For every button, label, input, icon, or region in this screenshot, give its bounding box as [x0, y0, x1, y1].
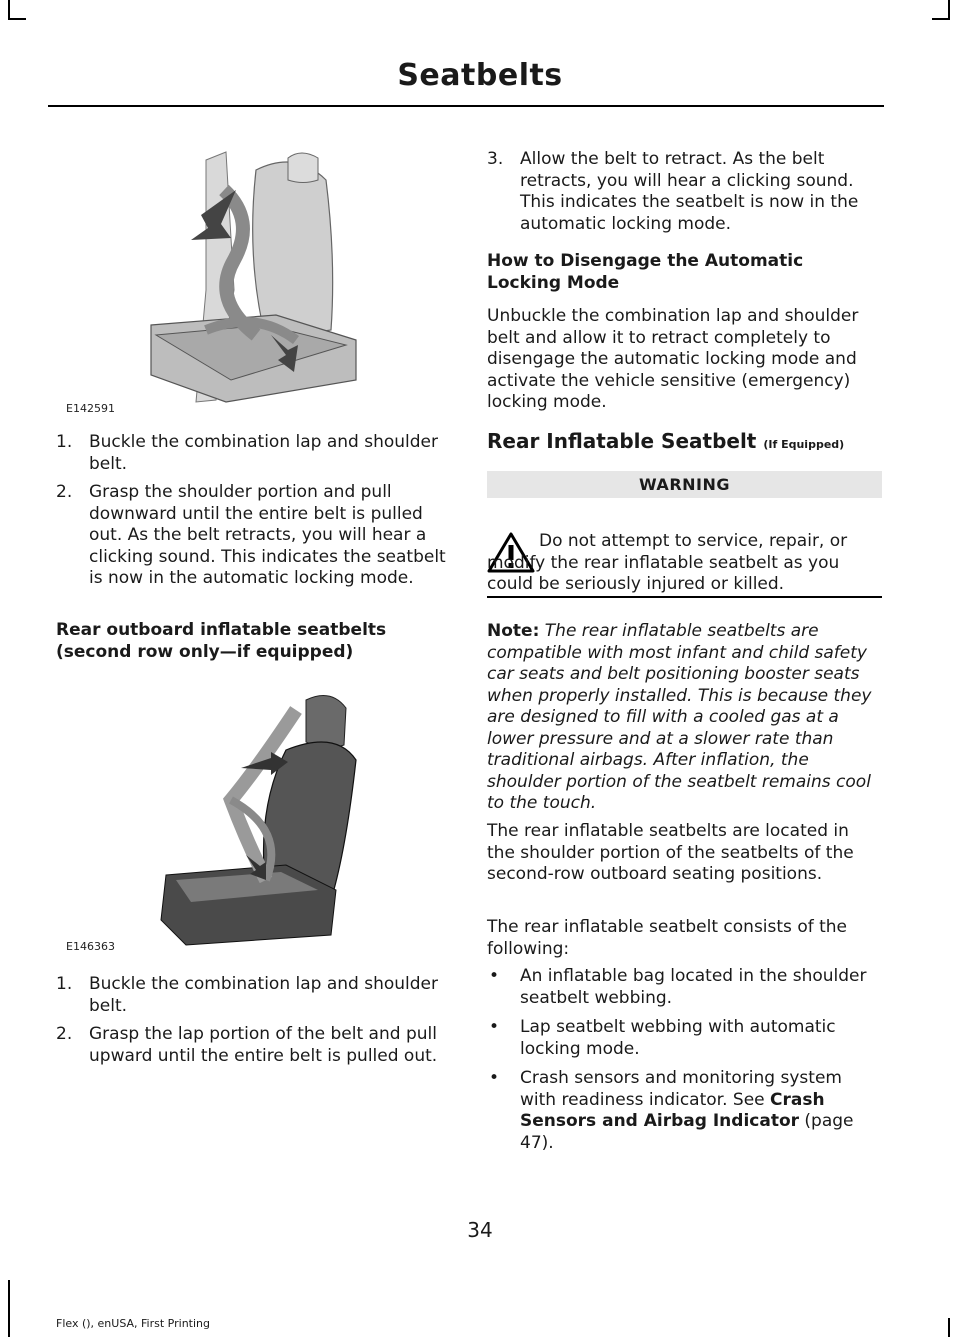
crop-mark: [8, 18, 26, 20]
paragraph: The rear inflatable seatbelt consists of the following:: [487, 917, 848, 959]
list-item: • Crash sensors and monitoring system with readiness indicator. See Crash Sensors and Airbag Indicator (page 47).: [489, 1068, 854, 1153]
section-qualifier: (If Equipped): [763, 438, 845, 451]
crop-mark: [8, 0, 10, 18]
steps-list-3: [487, 149, 882, 242]
figure-code: E146363: [66, 940, 115, 953]
crop-mark: [8, 1280, 10, 1337]
warning-divider: [487, 596, 882, 598]
crop-mark: [948, 0, 950, 18]
seat-illustration-2: [56, 690, 448, 955]
list-item: 2. Grasp the shoulder portion and pull downward until the entire belt is pulled out. As the belt retracts, you will hear a clicking sound. This indicates the seatbelt is now in the automatic locking mode.: [56, 482, 446, 588]
page-title: Seatbelts: [397, 58, 563, 93]
paragraph: The rear inflatable seatbelts are located in the shoulder portion of the seatbelts of the second-row outboard seating positions.: [487, 821, 854, 884]
cross-reference-link[interactable]: Crash Sensors and Airbag Indicator: [520, 1089, 825, 1131]
list-item: • Lap seatbelt webbing with automatic locking mode.: [489, 1017, 836, 1059]
figure-code: E142591: [66, 402, 115, 415]
steps-list-2: [56, 974, 448, 1074]
page-number: 34: [467, 1218, 493, 1242]
warning-text: Do not attempt to service, repair, or modify the rear inflatable seatbelt as you could be seriously injured or killed.: [487, 531, 848, 594]
figure-seatbelt-lap-pull: [56, 690, 448, 955]
figure-seatbelt-shoulder-pull: [56, 140, 448, 418]
seat-illustration-1: [56, 140, 448, 418]
warning-box: [487, 471, 882, 594]
warning-body: [487, 498, 882, 594]
note: Note: The rear inflatable seatbelts are compatible with most infant and child safety car seats and belt positioning booster seats when properly installed. This is because they are designed to fill with a cooled gas at a lower pressure and at a slower rate than traditional airbags. After inflation, the shoulder portion of the seatbelt remains cool to the touch.: [487, 621, 872, 813]
crop-mark: [932, 18, 950, 20]
list-item: 3. Allow the belt to retract. As the belt retracts, you will hear a clicking sound. This indicates the seatbelt is now in the automatic locking mode.: [487, 149, 859, 234]
crop-mark: [948, 1318, 950, 1337]
list-item: • An inflatable bag located in the shoulder seatbelt webbing.: [489, 966, 867, 1008]
subheading-disengage: How to Disengage the Automatic Locking Mode: [487, 251, 804, 293]
footer-text: Flex (), enUSA, First Printing: [56, 1317, 210, 1330]
list-item: 2. Grasp the lap portion of the belt and pull upward until the entire belt is pulled out.: [56, 1024, 438, 1066]
header-divider: [48, 105, 884, 107]
list-item: 1. Buckle the combination lap and shoulder belt.: [56, 432, 438, 474]
subheading-rear-outboard: Rear outboard inflatable seatbelts (second row only—if equipped): [56, 620, 387, 662]
steps-list-1: [56, 432, 448, 597]
bullet-list: [487, 966, 882, 1162]
list-item: 1. Buckle the combination lap and shoulder belt.: [56, 974, 438, 1016]
paragraph: Unbuckle the combination lap and shoulder belt and allow it to retract completely to disengage the automatic locking mode and activate the vehicle sensitive (emergency) locking mode.: [487, 306, 859, 412]
section-title: Rear Inflatable Seatbelt (If Equipped): [487, 429, 845, 453]
warning-label: WARNING: [487, 471, 882, 498]
